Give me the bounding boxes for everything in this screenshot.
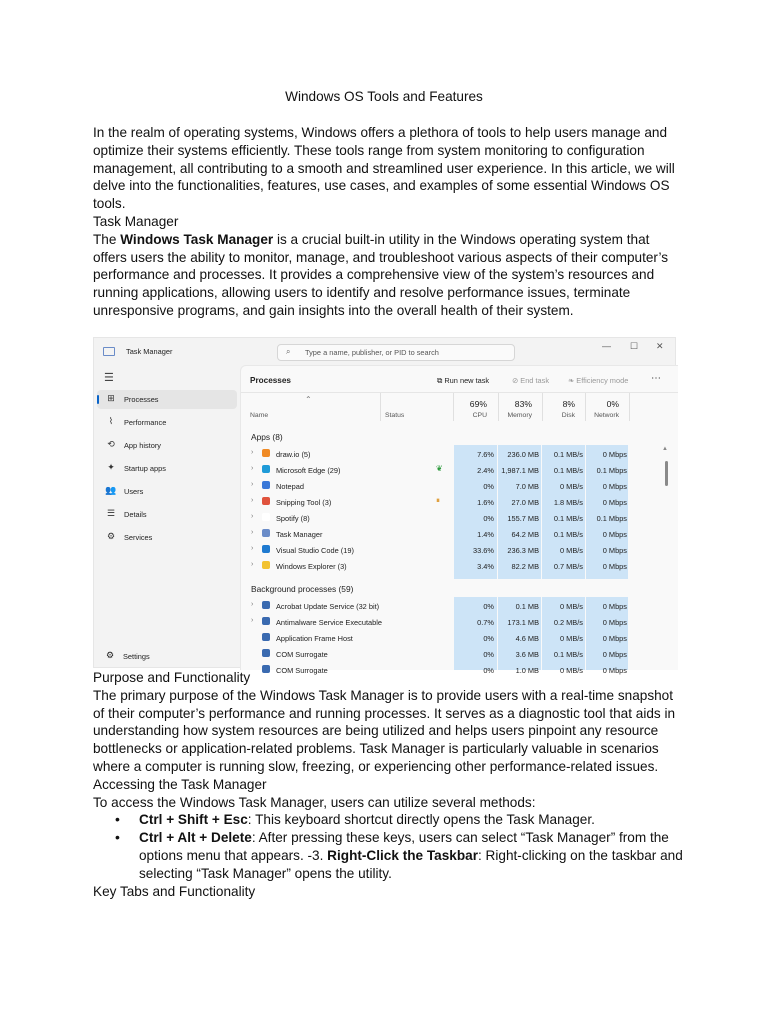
sidebar-item-users[interactable] bbox=[97, 482, 237, 501]
disk-total: 8% bbox=[562, 399, 575, 409]
cpu-value: 1.4% bbox=[477, 530, 494, 539]
net-value: 0 Mbps bbox=[602, 666, 627, 675]
sidebar-item-label: App history bbox=[124, 441, 161, 450]
mem-value: 236.0 MB bbox=[507, 450, 539, 459]
table-row[interactable] bbox=[241, 630, 637, 646]
process-name: Notepad bbox=[276, 482, 304, 491]
body-block bbox=[93, 669, 683, 900]
methods-list bbox=[93, 811, 683, 882]
process-name: Snipping Tool (3) bbox=[276, 498, 332, 507]
settings-icon: ⚙ bbox=[106, 650, 115, 660]
startup-icon: ✦ bbox=[107, 462, 115, 472]
net-value: 0 Mbps bbox=[602, 562, 627, 571]
mem-value: 27.0 MB bbox=[511, 498, 539, 507]
sidebar-item-startup-apps[interactable] bbox=[97, 459, 237, 478]
column-divider bbox=[380, 393, 381, 421]
sidebar-item-details[interactable] bbox=[97, 505, 237, 524]
cpu-value: 0% bbox=[483, 514, 494, 523]
section-heading-purpose: Purpose and Functionality bbox=[93, 670, 251, 685]
column-divider bbox=[453, 393, 454, 421]
net-value: 0.1 Mbps bbox=[596, 514, 627, 523]
sort-caret-icon[interactable]: ⌃ bbox=[305, 395, 312, 404]
table-row[interactable] bbox=[241, 510, 637, 526]
net-value: 0 Mbps bbox=[602, 546, 627, 555]
mem-value: 3.6 MB bbox=[515, 650, 539, 659]
table-row[interactable] bbox=[241, 478, 637, 494]
process-icon bbox=[262, 513, 270, 521]
bold-term: Windows Task Manager bbox=[120, 231, 274, 247]
details-icon: ☰ bbox=[106, 508, 116, 518]
task-manager-app-icon bbox=[103, 347, 115, 356]
table-row[interactable] bbox=[241, 494, 637, 510]
sidebar-item-services[interactable] bbox=[97, 528, 237, 547]
disk-value: 0.1 MB/s bbox=[553, 650, 583, 659]
expand-chevron-icon[interactable]: › bbox=[251, 465, 254, 472]
group-header-apps[interactable]: Apps (8) bbox=[251, 432, 283, 442]
paragraph-text: The bbox=[93, 231, 121, 247]
process-icon bbox=[262, 497, 270, 505]
cpu-value: 3.4% bbox=[477, 562, 494, 571]
button-label: Run new task bbox=[444, 376, 490, 385]
end-task-button[interactable] bbox=[512, 376, 549, 385]
sidebar-item-label: Users bbox=[124, 487, 144, 496]
expand-chevron-icon[interactable]: › bbox=[251, 449, 254, 456]
app-title: Task Manager bbox=[126, 347, 173, 356]
column-header-memory[interactable]: Memory bbox=[507, 412, 532, 419]
disk-value: 0 MB/s bbox=[560, 482, 583, 491]
process-icon bbox=[262, 633, 270, 641]
run-task-icon: ⧉ bbox=[437, 376, 443, 385]
disk-value: 1.8 MB/s bbox=[553, 498, 583, 507]
process-name: COM Surrogate bbox=[276, 666, 328, 675]
net-value: 0 Mbps bbox=[602, 450, 627, 459]
efficiency-leaf-icon: ❦ bbox=[436, 464, 443, 473]
services-icon: ⚙ bbox=[106, 531, 116, 541]
cpu-value: 0% bbox=[483, 666, 494, 675]
expand-chevron-icon[interactable]: › bbox=[251, 481, 254, 488]
sidebar-item-label: Startup apps bbox=[124, 464, 166, 473]
net-value: 0 Mbps bbox=[602, 482, 627, 491]
disk-value: 0 MB/s bbox=[560, 666, 583, 675]
more-options-icon[interactable]: ⋯ bbox=[651, 373, 661, 384]
intro-paragraph: In the realm of operating systems, Windows offers a plethora of tools to help users manage and optimize their systems efficiently. These tools range from system monitoring to configuration management, all contributing to a smooth and streamlined user experience. In this article, we will delve into the functionalities, features, use cases, and examples of some essential Windows OS tools. bbox=[93, 125, 675, 212]
process-icon bbox=[262, 449, 270, 457]
process-name: Spotify (8) bbox=[276, 514, 310, 523]
task-manager-paragraph bbox=[93, 231, 683, 320]
process-name: Task Manager bbox=[276, 530, 323, 539]
cpu-value: 2.4% bbox=[477, 466, 494, 475]
cpu-value: 0% bbox=[483, 482, 494, 491]
mem-value: 7.0 MB bbox=[515, 482, 539, 491]
disk-value: 0 MB/s bbox=[560, 546, 583, 555]
scroll-up-icon[interactable]: ▲ bbox=[662, 446, 668, 452]
history-icon: ⟲ bbox=[107, 439, 115, 449]
cpu-value: 0% bbox=[483, 602, 494, 611]
efficiency-mode-button[interactable] bbox=[568, 376, 628, 385]
net-value: 0 Mbps bbox=[602, 602, 627, 611]
mem-value: 0.1 MB bbox=[515, 602, 539, 611]
list-item-text: : After pressing these keys, users can select “Task Manager” from the options menu that appears. -3. bbox=[139, 830, 669, 863]
scrollbar-thumb[interactable] bbox=[665, 461, 668, 486]
table-row[interactable] bbox=[241, 646, 637, 662]
list-item bbox=[139, 811, 683, 829]
process-name: Acrobat Update Service (32 bit) bbox=[276, 602, 380, 611]
section-heading-key-tabs: Key Tabs and Functionality bbox=[93, 883, 256, 899]
table-row[interactable] bbox=[241, 526, 637, 542]
process-name: Microsoft Edge (29) bbox=[276, 466, 341, 475]
table-row[interactable] bbox=[241, 558, 637, 574]
sidebar-item-label: Processes bbox=[124, 395, 159, 404]
expand-chevron-icon[interactable]: › bbox=[251, 529, 254, 536]
mem-value: 236.3 MB bbox=[507, 546, 539, 555]
section-heading-task-manager: Task Manager bbox=[93, 213, 179, 229]
memory-total: 83% bbox=[514, 399, 532, 409]
processes-icon: ⊞ bbox=[107, 393, 115, 403]
net-value: 0 Mbps bbox=[602, 530, 627, 539]
minimize-icon[interactable]: — bbox=[602, 341, 611, 351]
sidebar-item-label: Services bbox=[124, 533, 153, 542]
paragraph-text: is a crucial built-in utility in the Windows operating system that offers users the ability to monitor, manage, and troubleshoot various aspects of their computer’s performance and processes. It provides a comprehensive view of the system’s resources and running applications, allowing users to identify and resolve performance issues, terminate unresponsive programs, and gain insights into the overall health of their system. bbox=[93, 231, 669, 318]
net-value: 0 Mbps bbox=[602, 498, 627, 507]
list-item-text: : This keyboard shortcut directly opens the Task Manager. bbox=[247, 812, 595, 828]
search-input[interactable] bbox=[277, 344, 515, 361]
expand-chevron-icon[interactable]: › bbox=[251, 497, 254, 504]
process-name: Application Frame Host bbox=[276, 634, 353, 643]
net-value: 0 Mbps bbox=[602, 634, 627, 643]
button-label: Efficiency mode bbox=[576, 376, 629, 385]
table-row[interactable] bbox=[241, 598, 637, 614]
disk-value: 0.1 MB/s bbox=[553, 450, 583, 459]
sidebar-item-label: Settings bbox=[123, 652, 150, 661]
process-icon bbox=[262, 649, 270, 657]
process-name: Visual Studio Code (19) bbox=[276, 546, 354, 555]
disk-value: 0.1 MB/s bbox=[553, 530, 583, 539]
mem-value: 82.2 MB bbox=[511, 562, 539, 571]
sidebar-item-label: Details bbox=[124, 510, 147, 519]
mem-value: 155.7 MB bbox=[507, 514, 539, 523]
table-row[interactable] bbox=[241, 542, 637, 558]
expand-chevron-icon[interactable]: › bbox=[251, 601, 254, 608]
purpose-paragraph: The primary purpose of the Windows Task Manager is to provide users with a real-time snapshot of their computer’s performance and running processes. It serves as a diagnostic tool that aids in understanding how system resources are being utilized and helps users pinpoint any resource bottlenecks or application-related problems. Task Manager is particularly valuable in scenarios where a computer is running slow, freezing, or experiencing other performance-related issues. bbox=[93, 687, 676, 774]
process-icon bbox=[262, 465, 270, 473]
shortcut-term: Ctrl + Alt + Delete bbox=[139, 830, 252, 846]
process-icon bbox=[262, 545, 270, 553]
cpu-value: 1.6% bbox=[477, 498, 494, 507]
cpu-total: 69% bbox=[469, 399, 487, 409]
expand-chevron-icon[interactable]: › bbox=[251, 545, 254, 552]
cpu-value: 0% bbox=[483, 650, 494, 659]
leaf-icon: ❧ bbox=[568, 376, 575, 385]
run-new-task-button[interactable] bbox=[437, 376, 489, 386]
search-icon: ⌕ bbox=[286, 347, 291, 356]
performance-icon: ⌇ bbox=[108, 416, 114, 426]
divider bbox=[241, 392, 678, 393]
intro-block bbox=[93, 124, 683, 320]
mem-value: 4.6 MB bbox=[515, 634, 539, 643]
expand-chevron-icon[interactable]: › bbox=[251, 617, 254, 624]
group-header-background-processes[interactable]: Background processes (59) bbox=[251, 584, 354, 594]
section-heading-accessing: Accessing the Task Manager bbox=[93, 776, 267, 792]
mem-value: 173.1 MB bbox=[507, 618, 539, 627]
process-name: COM Surrogate bbox=[276, 650, 328, 659]
button-label: End task bbox=[520, 376, 550, 385]
sidebar bbox=[94, 365, 240, 669]
column-header-network[interactable]: Network bbox=[594, 412, 619, 419]
users-icon: 👥 bbox=[105, 485, 117, 495]
column-divider bbox=[629, 393, 630, 421]
process-icon bbox=[262, 561, 270, 569]
shortcut-term: Ctrl + Shift + Esc bbox=[139, 812, 248, 828]
net-value: 0.1 Mbps bbox=[596, 466, 627, 475]
title-bar bbox=[94, 338, 675, 365]
sidebar-item-performance[interactable] bbox=[97, 413, 237, 432]
process-name: draw.io (5) bbox=[276, 450, 311, 459]
sidebar-item-label: Performance bbox=[124, 418, 167, 427]
process-icon bbox=[262, 601, 270, 609]
table-row[interactable] bbox=[241, 446, 637, 462]
column-divider bbox=[585, 393, 586, 421]
disk-value: 0.2 MB/s bbox=[553, 618, 583, 627]
process-icon bbox=[262, 481, 270, 489]
hamburger-menu-icon[interactable]: ☰ bbox=[104, 372, 114, 384]
process-name: Windows Explorer (3) bbox=[276, 562, 347, 571]
expand-chevron-icon[interactable]: › bbox=[251, 561, 254, 568]
cpu-value: 7.6% bbox=[477, 450, 494, 459]
net-value: 0 Mbps bbox=[602, 650, 627, 659]
disk-value: 0 MB/s bbox=[560, 634, 583, 643]
cpu-value: 0% bbox=[483, 634, 494, 643]
page-title: Processes bbox=[250, 376, 291, 385]
process-name: Antimalware Service Executable bbox=[276, 618, 382, 627]
sidebar-item-app-history[interactable] bbox=[97, 436, 237, 455]
network-total: 0% bbox=[606, 399, 619, 409]
active-indicator bbox=[97, 395, 99, 404]
suspended-icon: ⏸ bbox=[436, 496, 440, 505]
search-placeholder: Type a name, publisher, or PID to search bbox=[305, 348, 439, 357]
shortcut-term: Right-Click the Taskbar bbox=[327, 847, 478, 863]
disk-value: 0.1 MB/s bbox=[553, 514, 583, 523]
main-panel bbox=[240, 365, 678, 675]
table-row[interactable] bbox=[241, 614, 637, 630]
column-header-status[interactable]: Status bbox=[385, 412, 405, 419]
table-row[interactable] bbox=[241, 462, 637, 478]
expand-chevron-icon[interactable]: › bbox=[251, 513, 254, 520]
task-manager-screenshot bbox=[93, 337, 676, 675]
mem-value: 1.0 MB bbox=[515, 666, 539, 675]
column-header-disk[interactable]: Disk bbox=[561, 412, 575, 419]
accessing-paragraph: To access the Windows Task Manager, users can utilize several methods: bbox=[93, 794, 536, 810]
list-item bbox=[139, 829, 683, 882]
close-icon[interactable]: ✕ bbox=[656, 341, 664, 351]
column-header-cpu[interactable]: CPU bbox=[472, 412, 487, 419]
column-header-name[interactable]: Name bbox=[250, 412, 269, 419]
list-item-text: : Right-clicking on the taskbar and selecting “Task Manager” opens the utility. bbox=[139, 847, 683, 881]
end-task-icon: ⊘ bbox=[512, 376, 519, 385]
sidebar-item-processes[interactable] bbox=[97, 390, 237, 409]
process-icon bbox=[262, 529, 270, 537]
disk-value: 0.1 MB/s bbox=[553, 466, 583, 475]
cpu-value: 33.6% bbox=[473, 546, 494, 555]
disk-value: 0 MB/s bbox=[560, 602, 583, 611]
cpu-value: 0.7% bbox=[477, 618, 494, 627]
disk-value: 0.7 MB/s bbox=[553, 562, 583, 571]
process-icon bbox=[262, 617, 270, 625]
net-value: 0 Mbps bbox=[602, 618, 627, 627]
column-divider bbox=[542, 393, 543, 421]
document-title: Windows OS Tools and Features bbox=[285, 89, 483, 104]
maximize-icon[interactable]: ☐ bbox=[630, 341, 639, 351]
mem-value: 1,987.1 MB bbox=[501, 466, 539, 475]
mem-value: 64.2 MB bbox=[511, 530, 539, 539]
column-divider bbox=[498, 393, 499, 421]
